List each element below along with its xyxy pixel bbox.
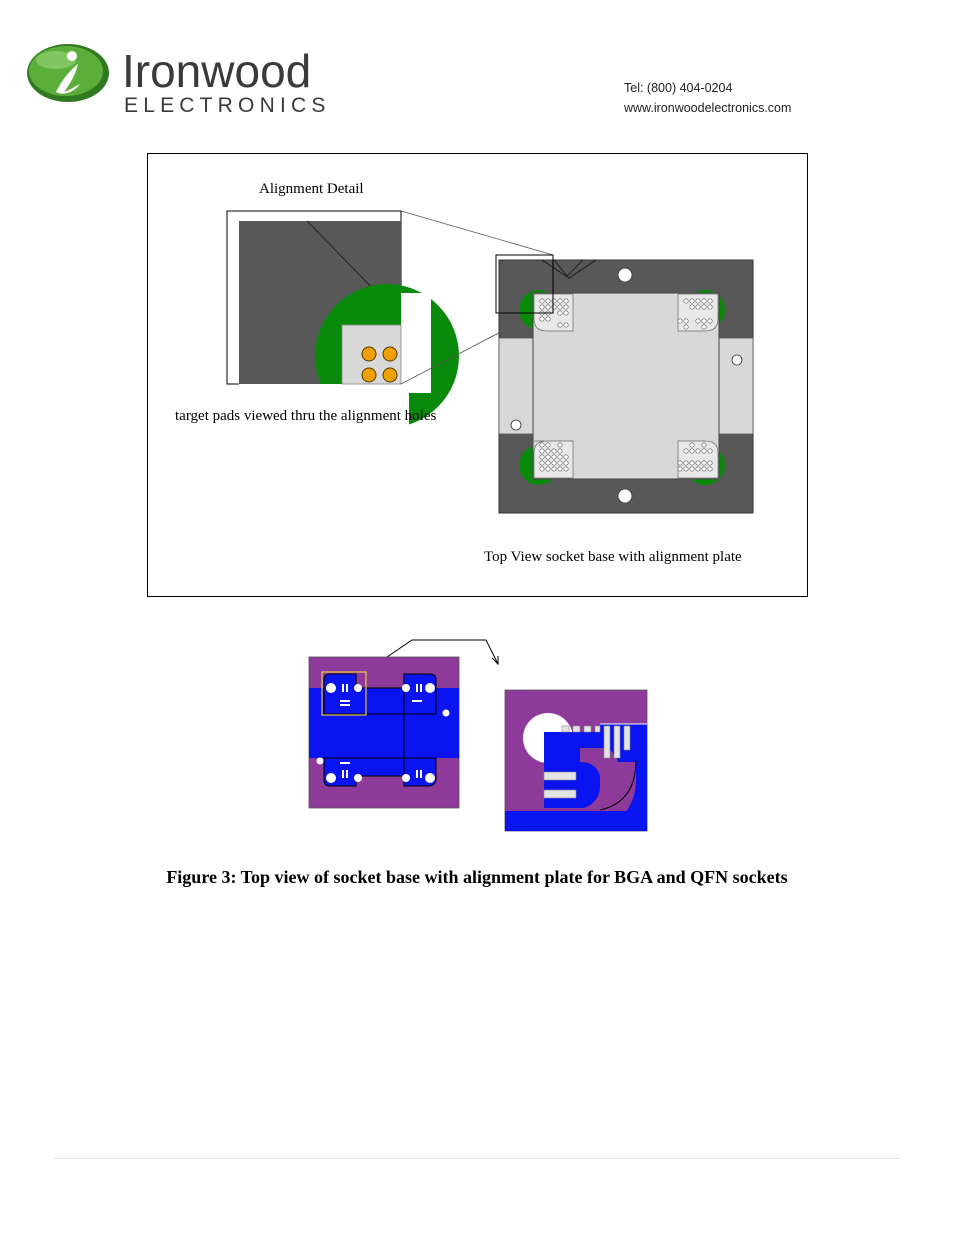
- socket-base: [496, 255, 753, 513]
- i-leaf-logo-icon: [27, 44, 109, 102]
- socket-top-view-figure: [147, 153, 808, 597]
- figure-caption: Figure 3: Top view of socket base with alignment plate for BGA and QFN sockets: [166, 867, 788, 887]
- footer-divider: [54, 1158, 900, 1159]
- label-top-view: Top View socket base with alignment plate: [484, 549, 742, 565]
- label-alignment-detail: Alignment Detail: [259, 181, 364, 197]
- qfn-top-view: [309, 657, 459, 808]
- brand-name: Ironwood: [122, 45, 312, 97]
- qfn-zoom-view: [505, 690, 647, 831]
- qfn-socket-figure: [300, 630, 660, 840]
- contact-website: www.ironwoodelectronics.com: [624, 101, 792, 115]
- contact-phone: Tel: (800) 404-0204: [624, 81, 733, 95]
- brand-subtitle: ELECTRONICS: [124, 94, 331, 117]
- label-target-pads: target pads viewed thru the alignment holes: [175, 408, 437, 424]
